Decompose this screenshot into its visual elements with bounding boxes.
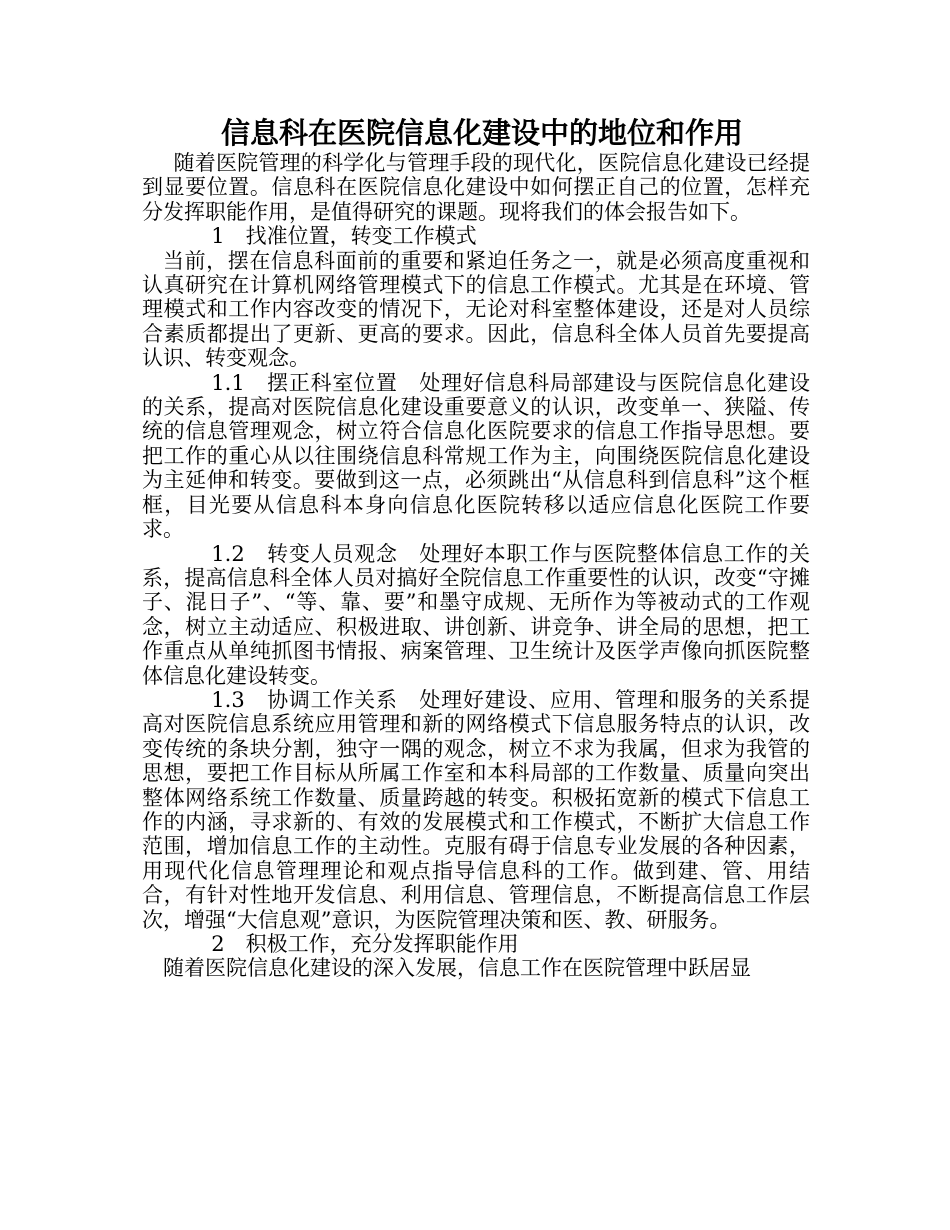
document-title: 信息科在医院信息化建设中的地位和作用 xyxy=(220,116,743,150)
document-page xyxy=(142,115,810,981)
document-body xyxy=(142,151,810,981)
intro-paragraph: 随着医院管理的科学化与管理手段的现代化，医院信息化建设已经提到显要位置。信息科在医院信息化建设中如何摆正自己的位置，怎样充分发挥职能作用，是值得研究的课题。现将我们的体会报告如下。 xyxy=(142,151,810,224)
subsection-1-1-paragraph: 1.1 摆正科室位置 处理好信息科局部建设与医院信息化建设的关系，提高对医院信息化建设重要意义的认识，改变单一、狭隘、传统的信息管理观念，树立符合信息化医院要求的信息工作指导思想。要把工作的重心从以往围绕信息科常规工作为主，向围绕医院信息化建设为主延伸和转变。要做到这一点，必须跳出“从信息科到信息科”这个框框，目光要从信息科本身向信息化医院转移以适应信息化医院工作要求。 xyxy=(142,370,810,542)
section-heading-2: 2 积极工作，充分发挥职能作用 xyxy=(211,932,519,956)
section-2-paragraph: 随着医院信息化建设的深入发展，信息工作在医院管理中跃居显 xyxy=(163,956,751,981)
subsection-1-2-paragraph: 1.2 转变人员观念 处理好本职工作与医院整体信息工作的关系，提高信息科全体人员对搞好全院信息工作重要性的认识，改变“守摊子、混日子”、“等、靠、要”和墨守成规、无所作为等被动式的工作观念，树立主动适应、积极进取、讲创新、讲竞争、讲全局的思想，把工作重点从单纯抓图书情报、病案管理、卫生统计及医学声像向抓医院整体信息化建设转变。 xyxy=(142,541,810,688)
subsection-1-3-paragraph: 1.3 协调工作关系 处理好建设、应用、管理和服务的关系提高对医院信息系统应用管理和新的网络模式下信息服务特点的认识，改变传统的条块分割，独守一隅的观念，树立不求为我属，但求为我管的思想，要把工作目标从所属工作室和本科局部的工作数量、质量向突出整体网络系统工作数量、质量跨越的转变。积极拓宽新的模式下信息工作的内涵，寻求新的、有效的发展模式和工作模式，不断扩大信息工作范围，增加信息工作的主动性。克服有碍于信息专业发展的各种因素，用现代化信息管理理论和观点指导信息科的工作。做到建、管、用结合，有针对性地开发信息、利用信息、管理信息，不断提高信息工作层次，增强“大信息观”意识，为医院管理决策和医、教、研服务。 xyxy=(142,687,810,932)
section-1-paragraph: 当前，摆在信息科面前的重要和紧迫任务之一，就是必须高度重视和认真研究在计算机网络管理模式下的信息工作模式。尤其是在环境、管理模式和工作内容改变的情况下，无论对科室整体建设，还是对人员综合素质都提出了更新、更高的要求。因此，信息科全体人员首先要提高认识、转变观念。 xyxy=(142,248,810,371)
section-heading-1: 1 找准位置，转变工作模式 xyxy=(211,224,477,249)
